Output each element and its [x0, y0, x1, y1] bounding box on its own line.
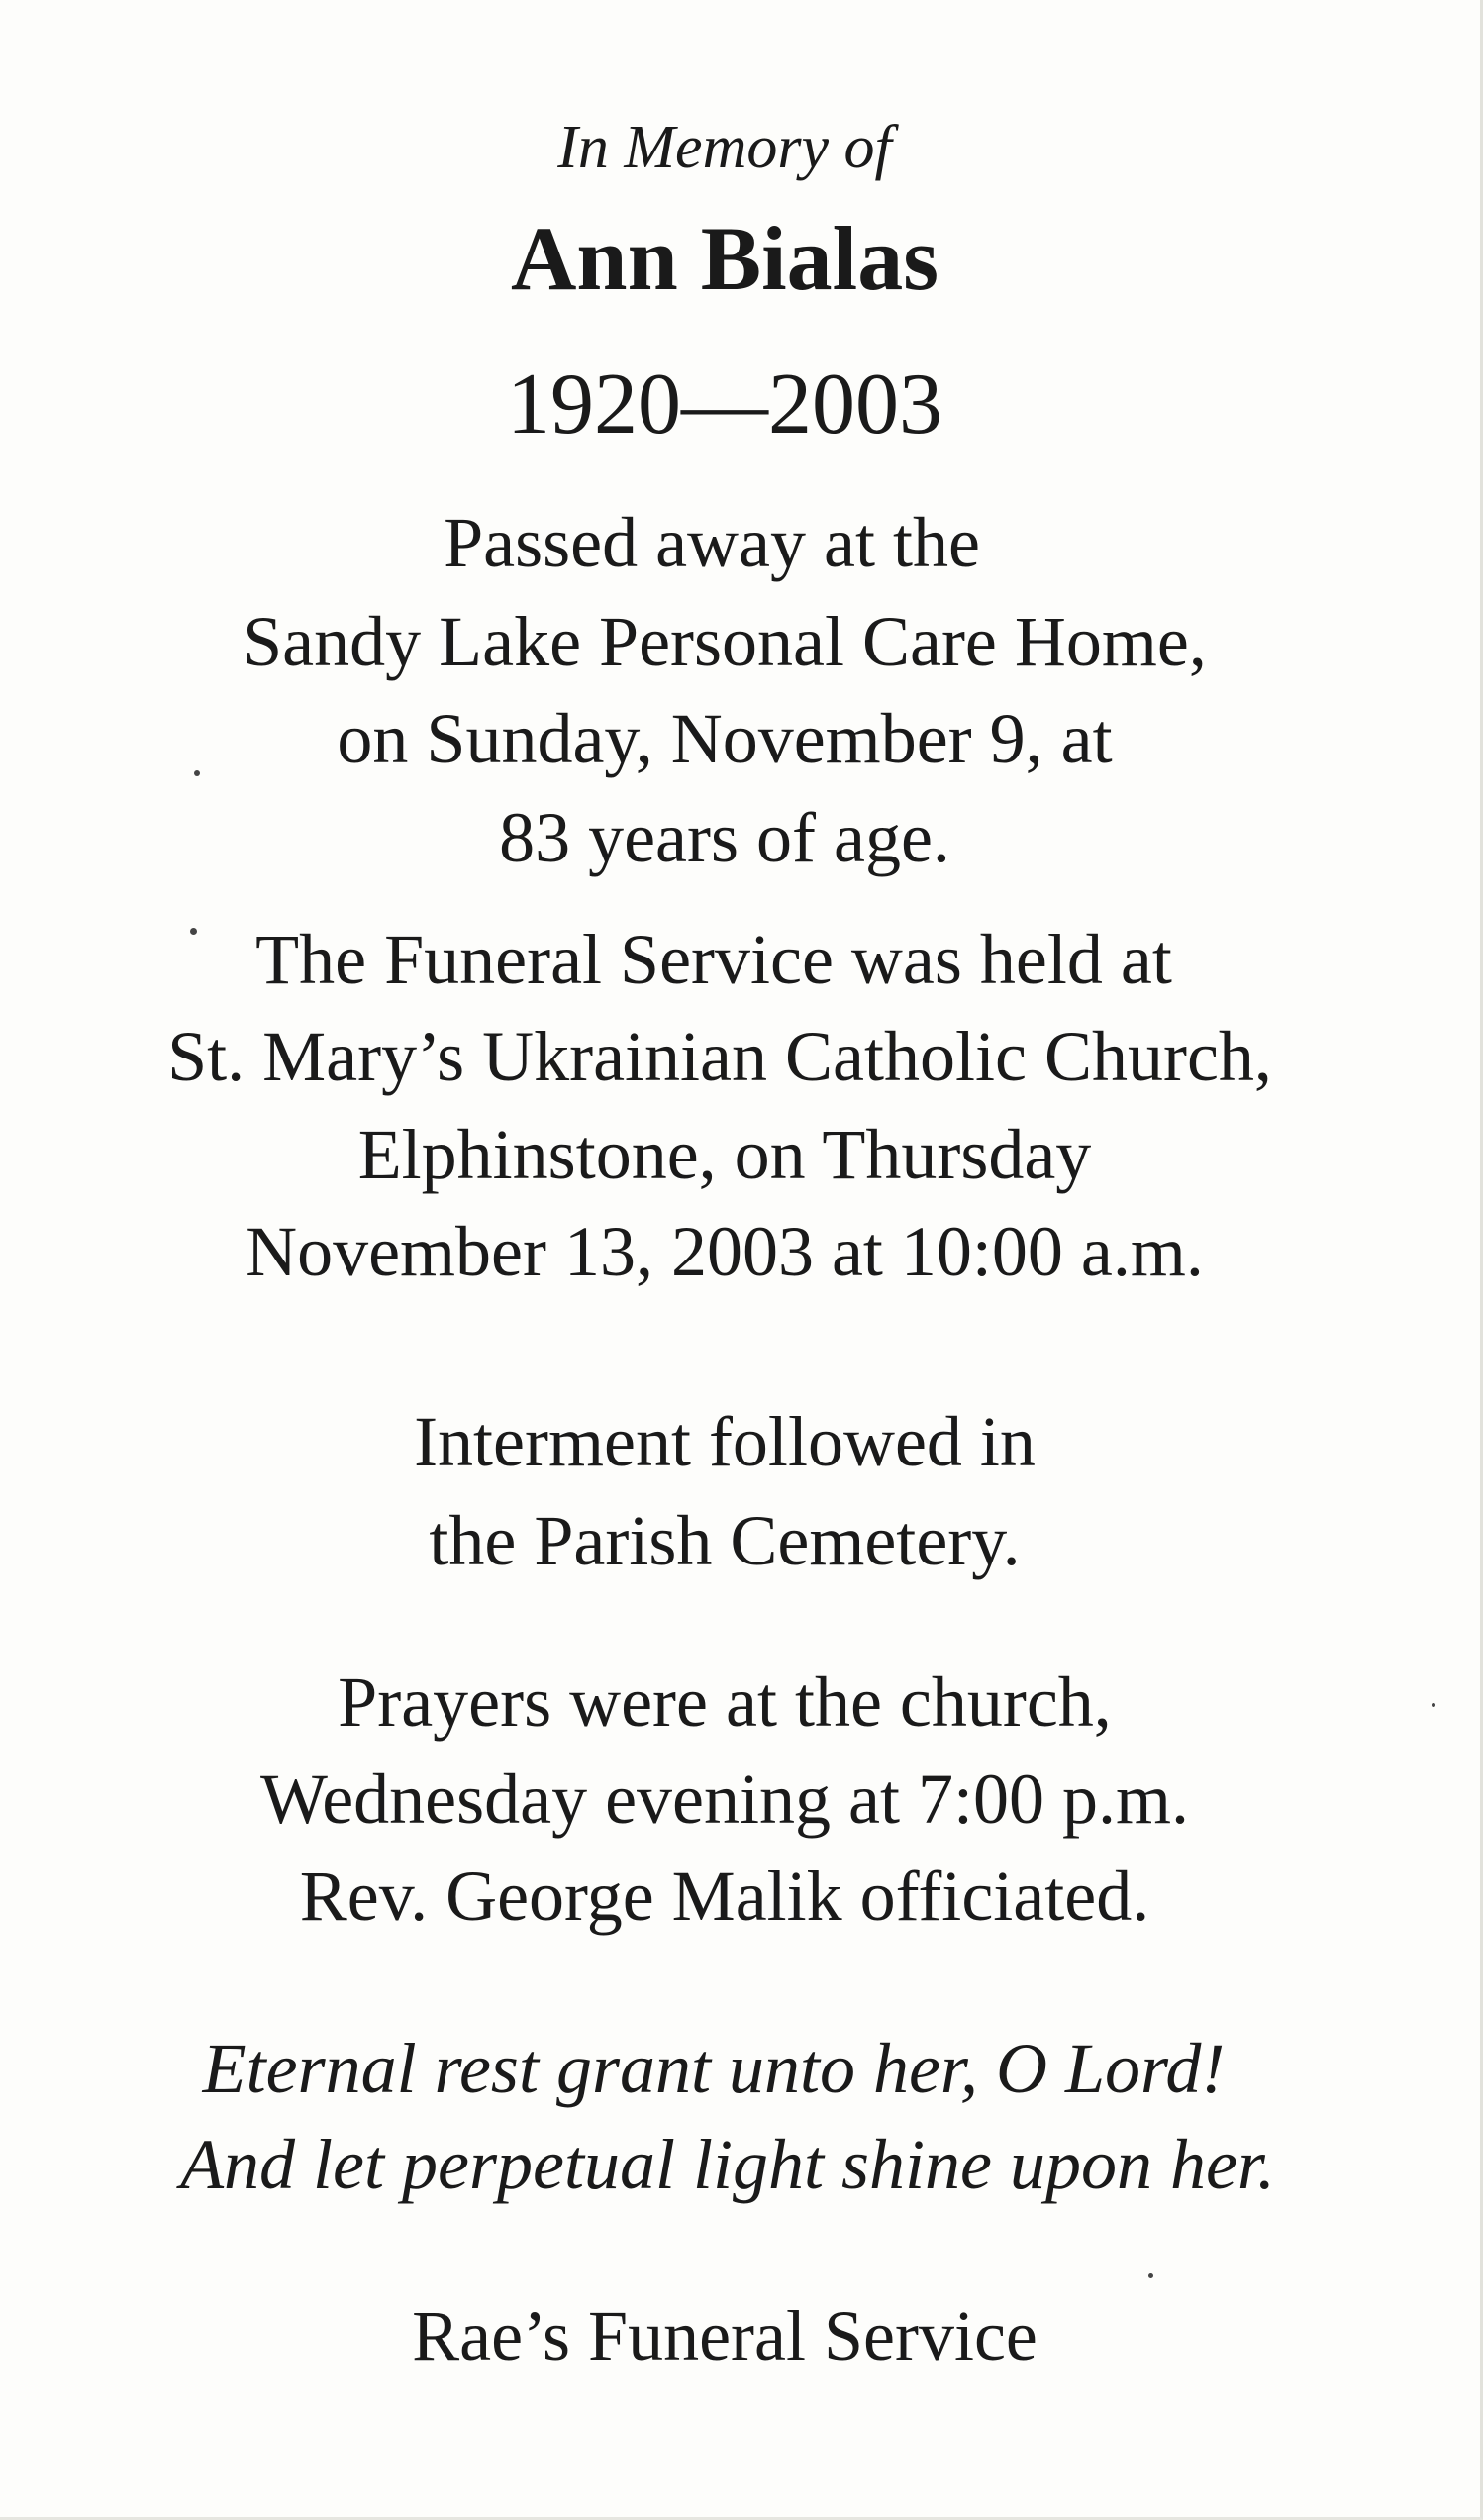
funeral-line-4: November 13, 2003 at 10:00 a.m.	[246, 1212, 1204, 1291]
passing-line-1: Passed away at the	[444, 503, 980, 582]
funeral-home: Rae’s Funeral Service	[412, 2296, 1038, 2375]
print-speck	[194, 770, 200, 776]
interment-line-1: Interment followed in	[414, 1402, 1036, 1481]
funeral-line-3: Elphinstone, on Thursday	[357, 1115, 1092, 1194]
prayers-line-1: Prayers were at the church,	[338, 1663, 1112, 1742]
print-speck	[190, 928, 197, 935]
prayers-line-3: Rev. George Malik officiated.	[299, 1857, 1150, 1936]
funeral-line-2: St. Mary’s Ukrainian Catholic Church,	[167, 1017, 1272, 1096]
deceased-name: Ann Bialas	[510, 208, 939, 309]
in-memory-heading: In Memory of	[557, 114, 892, 181]
verse-line-2: And let perpetual light shine upon her.	[180, 2125, 1275, 2204]
passing-line-4: 83 years of age.	[499, 798, 950, 877]
print-speck	[1148, 2273, 1153, 2278]
passing-line-2: Sandy Lake Personal Care Home,	[243, 602, 1207, 681]
verse-line-1: Eternal rest grant unto her, O Lord!	[202, 2029, 1226, 2108]
life-dates: 1920—2003	[507, 356, 942, 453]
prayers-line-2: Wednesday evening at 7:00 p.m.	[260, 1760, 1189, 1839]
funeral-line-1: The Funeral Service was held at	[255, 920, 1172, 999]
interment-line-2: the Parish Cemetery.	[429, 1501, 1021, 1580]
print-speck	[1432, 1703, 1435, 1707]
passing-line-3: on Sunday, November 9, at	[337, 699, 1113, 778]
